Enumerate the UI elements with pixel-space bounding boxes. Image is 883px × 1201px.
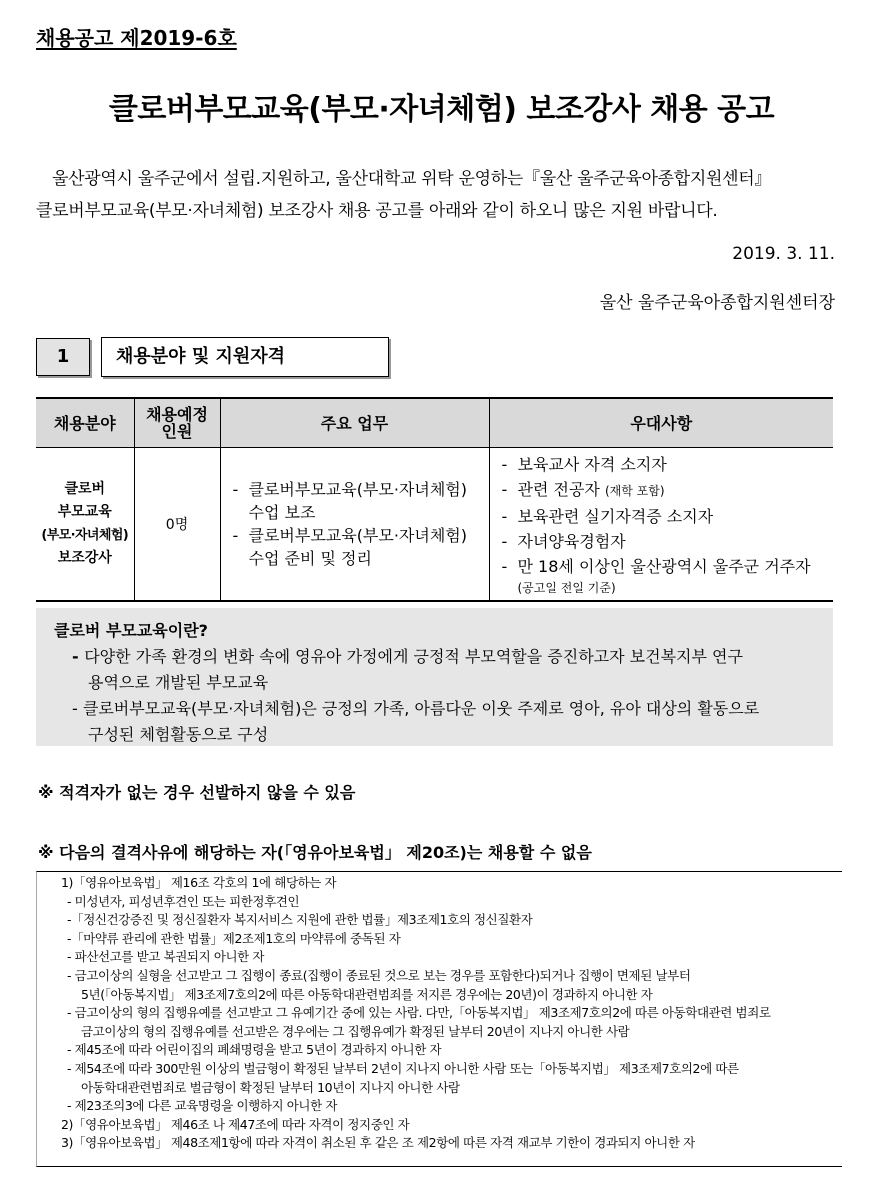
pref-text: 보육관련 실기자격증 소지자 xyxy=(517,506,714,526)
notice-date: 2019. 3. 11. xyxy=(732,244,835,264)
pref-item: - 만 18세 이상인 울산광역시 울주군 거주자 xyxy=(501,556,811,576)
duty-text-cont: 수업 보조 xyxy=(248,503,316,522)
field-line: 클로버 xyxy=(64,481,106,497)
notice-number: 채용공고 제2019-6호 xyxy=(36,26,237,50)
pref-item: - 관련 전공자 (재학 포함) xyxy=(501,479,665,499)
disq-subitem: - 미성년자, 피성년후견인 또는 피한정후견인 xyxy=(67,893,300,909)
header-field: 채용분야 xyxy=(36,398,134,448)
count-cell: 0명 xyxy=(134,448,220,602)
duty-text: 클로버부모교육(부모·자녀체험) xyxy=(248,526,467,545)
clover-item: - 클로버부모교육(부모·자녀체험)은 긍정의 가족, 아름다운 이웃 주제로 영아, 유아 대상의 활동으로 xyxy=(72,699,760,718)
field-line: 부모교육 xyxy=(57,504,112,520)
intro-line-2: 클로버부모교육(부모·자녀체험) 보조강사 채용 공고를 아래와 같이 하오니 많은 지원 바랍니다. xyxy=(36,201,718,221)
pref-item: - 보육관련 실기자격증 소지자 xyxy=(501,506,714,526)
duty-text-cont: 수업 준비 및 정리 xyxy=(248,549,372,568)
disq-item: 3)「영유아보육법」 제48조제1항에 따라 자격이 취소된 후 같은 조 제2항에 따른 자격 재교부 기한이 경과되지 아니한 자 xyxy=(61,1135,695,1151)
pref-text: 관련 전공자 xyxy=(517,479,600,499)
disq-subitem: -「마약류 관리에 관한 법률」제2조제1호의 마약류에 중독된 자 xyxy=(67,930,401,946)
header-count: 채용예정 인원 xyxy=(134,398,220,448)
page-title: 클로버부모교육(부모·자녀체험) 보조강사 채용 공고 xyxy=(108,92,775,127)
pref-text: 보육교사 자격 소지자 xyxy=(517,454,667,474)
intro-paragraph xyxy=(36,163,836,227)
clover-info-box xyxy=(36,608,833,746)
disq-subitem-cont: 금고이상의 형의 집행유예를 선고받은 경우에는 그 집행유예가 확정된 날부터 20년이 지나지 아니한 사람 xyxy=(81,1023,630,1039)
header-duties: 주요 업무 xyxy=(220,398,489,448)
warning-no-qualified: ※ 적격자가 없는 경우 선발하지 않을 수 있음 xyxy=(38,783,356,802)
disq-subitem: - 제54조에 따라 300만원 이상의 벌금형이 확정된 날부터 2년이 지나지 아니한 사람 또는「아동복지법」 제3조제7호의2에 따른 xyxy=(67,1060,739,1076)
recruitment-table xyxy=(36,397,833,602)
pref-note: (공고일 전일 기준) xyxy=(517,580,616,595)
disq-subitem-cont: 5년(「아동복지법」 제3조제7호의2에 따른 아동학대관련범죄를 저지른 경우에는 20년)이 경과하지 아니한 자 xyxy=(81,986,653,1002)
pref-text: 자녀양육경험자 xyxy=(517,531,626,551)
field-line: 보조강사 xyxy=(57,550,112,566)
clover-item-text: 클로버부모교육(부모·자녀체험)은 긍정의 가족, 아름다운 이웃 주제로 영아, 유아 대상의 활동으로 xyxy=(82,699,760,718)
duty-item: - 클로버부모교육(부모·자녀체험) xyxy=(232,526,467,545)
header-prefs: 우대사항 xyxy=(489,398,833,448)
issuer: 울산 울주군육아종합지원센터장 xyxy=(599,293,835,313)
disq-subitem: - 제23조의3에 다른 교육명령을 이행하지 아니한 자 xyxy=(67,1098,338,1114)
clover-item-text: 다양한 가족 환경의 변화 속에 영유아 가정에게 긍정적 부모역할을 증진하고자 보건복지부 연구 xyxy=(84,647,743,666)
disq-subitem: -「정신건강증진 및 정신질환자 복지서비스 지원에 관한 법률」제3조제1호의 정신질환자 xyxy=(67,912,533,928)
field-line: (부모·자녀체험) xyxy=(41,528,129,543)
intro-line-1: 울산광역시 울주군에서 설립.지원하고, 울산대학교 위탁 운영하는『울산 울주군육아종합지원센터』 xyxy=(52,169,772,189)
pref-item: - 보육교사 자격 소지자 xyxy=(501,454,667,474)
clover-item: - 다양한 가족 환경의 변화 속에 영유아 가정에게 긍정적 부모역할을 증진하고자 보건복지부 연구 xyxy=(72,647,743,666)
disq-subitem: - 금고이상의 실형을 선고받고 그 집행이 종료(집행이 종료된 것으로 보는 경우를 포함한다)되거나 집행이 면제된 날부터 xyxy=(67,967,691,983)
field-cell xyxy=(36,448,134,602)
table-row xyxy=(36,448,833,602)
pref-item: - 자녀양육경험자 xyxy=(501,531,626,551)
pref-note: (재학 포함) xyxy=(604,483,665,498)
duties-cell xyxy=(220,448,489,602)
table-header-row xyxy=(36,398,833,448)
disq-subitem: - 금고이상의 형의 집행유예를 선고받고 그 유예기간 중에 있는 사람. 다만,「아동복지법」 제3조제7호의2에 따른 아동학대관련 범죄로 xyxy=(67,1005,771,1021)
warning-disqualification: ※ 다음의 결격사유에 해당하는 자(「영유아보육법」 제20조)는 채용할 수 없음 xyxy=(38,843,592,862)
disq-subitem: - 제45조에 따라 어린이집의 폐쇄명령을 받고 5년이 경과하지 아니한 자 xyxy=(67,1042,442,1058)
prefs-cell xyxy=(489,448,833,602)
clover-heading: 클로버 부모교육이란? xyxy=(54,621,208,640)
disq-subitem-cont: 아동학대관련범죄로 벌금형이 확정된 날부터 10년이 지나지 아니한 사람 xyxy=(81,1079,460,1095)
disqualification-box xyxy=(36,871,842,1167)
disq-item: 2)「영유아보육법」 제46조 나 제47조에 따라 자격이 정지중인 자 xyxy=(61,1116,410,1132)
clover-item-cont: 용역으로 개발된 부모교육 xyxy=(88,673,269,692)
pref-text: 만 18세 이상인 울산광역시 울주군 거주자 xyxy=(517,556,811,576)
duty-text: 클로버부모교육(부모·자녀체험) xyxy=(248,480,467,499)
disq-item: 1)「영유아보육법」 제16조 각호의 1에 해당하는 자 xyxy=(61,875,337,890)
duty-item: - 클로버부모교육(부모·자녀체험) xyxy=(232,480,467,499)
disq-subitem: - 파산선고를 받고 복권되지 아니한 자 xyxy=(67,949,265,965)
section-title: 채용분야 및 지원자격 xyxy=(101,337,389,377)
clover-item-cont: 구성된 체험활동으로 구성 xyxy=(88,725,269,744)
section-number: 1 xyxy=(36,338,90,376)
